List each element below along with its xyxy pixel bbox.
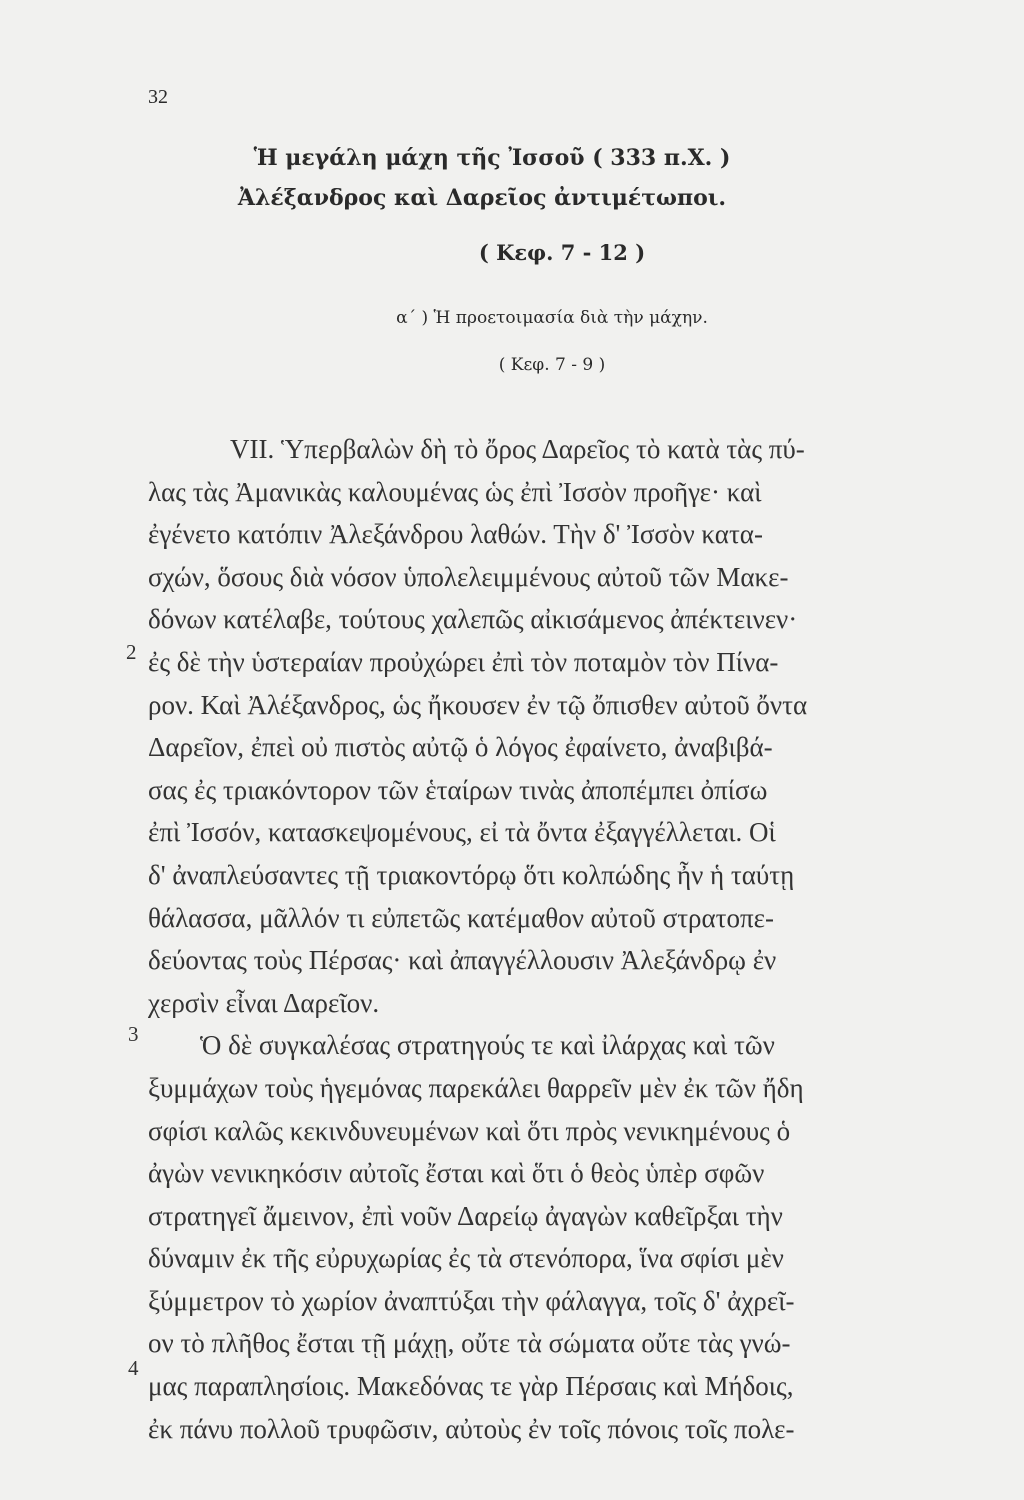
text-line: ἀγὼν νενικηκόσιν αὐτοῖς ἔσται καὶ ὅτι ὁ θεὸς ὑπὲρ σφῶν [148, 1158, 765, 1189]
text-line: ρον. Καὶ Ἀλέξανδρος, ὡς ἤκουσεν ἐν τῷ ὄπισθεν αὐτοῦ ὄντα [148, 689, 808, 720]
margin-paragraph-number: 4 [128, 1356, 139, 1380]
text-line: στρατηγεῖ ἄμεινον, ἐπὶ νοῦν Δαρείῳ ἀγαγὼν καθεῖρξαι τὴν [148, 1200, 783, 1231]
text-line: VII. Ὑπερβαλὼν δὴ τὸ ὄρος Δαρεῖος τὸ κατὰ τὰς πύ- [230, 434, 805, 464]
margin-paragraph-number: 3 [128, 1022, 139, 1046]
text-line: Ὁ δὲ συγκαλέσας στρατηγούς τε καὶ ἰλάρχας καὶ τῶν [200, 1030, 775, 1061]
page-number: 32 [148, 86, 168, 108]
text-line: δ' ἀναπλεύσαντες τῇ τριακοντόρῳ ὅτι κολπώδης ἦν ἡ ταύτῃ [148, 859, 795, 890]
text-line: ἐγένετο κατόπιν Ἀλεξάνδρου λαθών. Τὴν δ' Ἰσσὸν κατα- [148, 519, 763, 550]
body-text [148, 428, 1018, 1450]
text-line: χερσὶν εἶναι Δαρεῖον. [148, 987, 380, 1018]
text-line: σας ἐς τριακόντορον τῶν ἑταίρων τινὰς ἀποπέμπει ὀπίσω [148, 774, 768, 805]
text-line: ξύμμετρον τὸ χωρίον ἀναπτύξαι τὴν φάλαγγα, τοῖς δ' ἀχρεῖ- [148, 1285, 795, 1316]
text-line: σφίσι καλῶς κεκινδυνευμένων καὶ ὅτι πρὸς νενικημένους ὁ [148, 1115, 791, 1146]
text-line: ξυμμάχων τοὺς ἡγεμόνας παρεκάλει θαρρεῖν μὲν ἐκ τῶν ἤδη [148, 1072, 804, 1103]
text-line: σχών, ὅσους διὰ νόσον ὑπολελειμμένους αὐτοῦ τῶν Μακε- [148, 561, 789, 592]
margin-paragraph-number: 2 [126, 640, 137, 664]
text-line: ον τὸ πλῆθος ἔσται τῇ μάχῃ, οὔτε τὰ σώματα οὔτε τὰς γνώ- [148, 1328, 791, 1359]
text-line: θάλασσα, μᾶλλόν τι εὐπετῶς κατέμαθον αὐτοῦ στρατοπε- [148, 902, 774, 933]
text-line: δόνων κατέλαβε, τούτους χαλεπῶς αἰκισάμενος ἀπέκτεινεν· [148, 604, 798, 635]
text-line: μας παραπλησίοις. Μακεδόνας τε γὰρ Πέρσαις καὶ Μήδοις, [148, 1371, 794, 1402]
chapter-title: Ἡ μεγάλη μάχη τῆς Ἰσσοῦ ( 333 π.Χ. ) [253, 145, 731, 171]
chapter-subtitle: Ἀλέξανδρος καὶ Δαρεῖος ἀντιμέτωποι. [237, 185, 727, 211]
text-line: δύναμιν ἐκ τῆς εὐρυχωρίας ἐς τὰ στενόπορα, ἵνα σφίσι μὲν [148, 1243, 784, 1274]
text-line: δεύοντας τοὺς Πέρσας· καὶ ἀπαγγέλλουσιν Ἀλεξάνδρῳ ἐν [148, 945, 777, 976]
text-line: λας τὰς Ἀμανικὰς καλουμένας ὡς ἐπὶ Ἰσσὸν προῆγε· καὶ [148, 476, 762, 507]
chapter-range: ( Κεφ. 7 - 12 ) [478, 240, 646, 265]
section-chapter-range: ( Κεφ. 7 - 9 ) [498, 355, 606, 375]
text-line: ἐς δὲ τὴν ὑστεραίαν προὐχώρει ἐπὶ τὸν ποταμὸν τὸν Πίνα- [148, 646, 779, 677]
text-line: Δαρεῖον, ἐπεὶ οὐ πιστὸς αὐτῷ ὁ λόγος ἐφαίνετο, ἀναβιβά- [148, 732, 773, 763]
text-line: ἐπὶ Ἰσσόν, κατασκεψομένους, εἰ τὰ ὄντα ἐξαγγέλλεται. Οἱ [148, 817, 776, 848]
section-title: α΄ ) Ἡ προετοιμασία διὰ τὴν μάχην. [396, 308, 708, 328]
text-line: ἐκ πάνυ πολλοῦ τρυφῶσιν, αὐτοὺς ἐν τοῖς πόνοις τοῖς πολε- [148, 1413, 795, 1444]
